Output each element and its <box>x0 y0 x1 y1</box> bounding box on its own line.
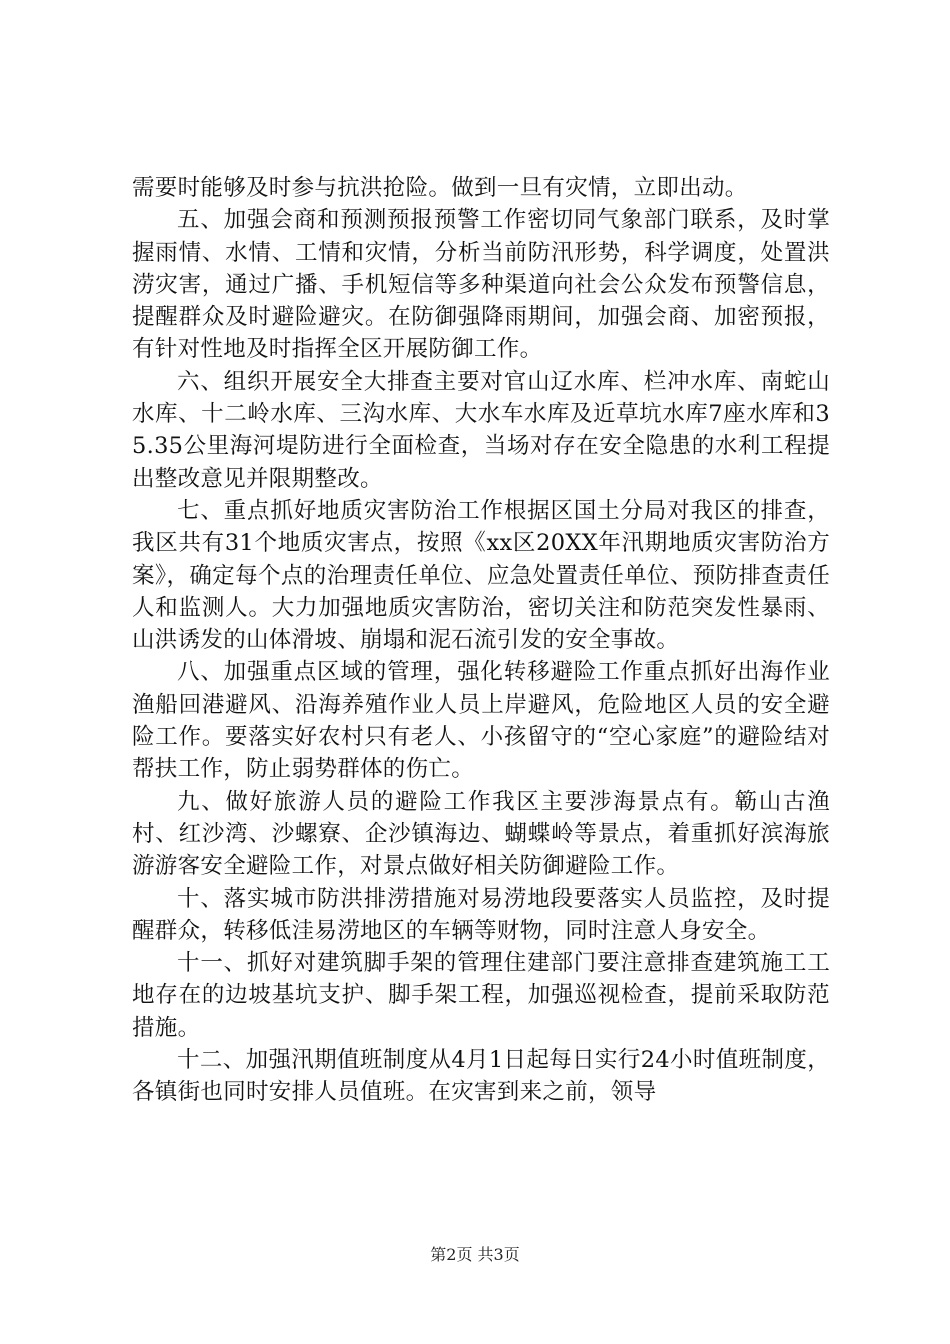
paragraph-item-12: 十二、加强汛期值班制度从4月1日起每日实行24小时值班制度，各镇街也同时安排人员值班。在灾害到来之前，领导 <box>132 1047 830 1106</box>
page-footer: 第2页 共3页 <box>430 1245 520 1264</box>
paragraph-item-7: 七、重点抓好地质灾害防治工作根据区国土分局对我区的排查，我区共有31个地质灾害点，按照《xx区20XX年汛期地质灾害防治方案》，确定每个点的治理责任单位、应急处置责任单位、预防排查责任人和监测人。大力加强地质灾害防治，密切关注和防范突发性暴雨、山洪诱发的山体滑坡、崩塌和泥石流引发的安全事故。 <box>132 497 830 654</box>
paragraph-item-6: 六、组织开展安全大排查主要对官山辽水库、栏冲水库、南蛇山水库、十二岭水库、三沟水库、大水车水库及近草坑水库7座水库和35.35公里海河堤防进行全面检查，当场对存在安全隐患的水利工程提出整改意见并限期整改。 <box>132 368 830 492</box>
paragraph-item-5: 五、加强会商和预测预报预警工作密切同气象部门联系，及时掌握雨情、水情、工情和灾情，分析当前防汛形势，科学调度，处置洪涝灾害，通过广播、手机短信等多种渠道向社会公众发布预警信息，提醒群众及时避险避灾。在防御强降雨期间，加强会商、加密预报，有针对性地及时指挥全区开展防御工作。 <box>132 207 830 363</box>
document-body <box>132 172 830 1109</box>
paragraph-continuation: 需要时能够及时参与抗洪抢险。做到一旦有灾情，立即出动。 <box>132 175 748 201</box>
paragraph-item-10: 十、落实城市防洪排涝措施对易涝地段要落实人员监控，及时提醒群众，转移低洼易涝地区的车辆等财物，同时注意人身安全。 <box>132 885 830 944</box>
paragraph-item-8: 八、加强重点区域的管理，强化转移避险工作重点抓好出海作业渔船回港避风、沿海养殖作业人员上岸避风，危险地区人员的安全避险工作。要落实好农村只有老人、小孩留守的“空心家庭”的避险结对帮扶工作，防止弱势群体的伤亡。 <box>132 659 830 783</box>
paragraph-item-11: 十一、抓好对建筑脚手架的管理住建部门要注意排查建筑施工工地存在的边坡基坑支护、脚手架工程，加强巡视检查，提前采取防范措施。 <box>132 950 830 1041</box>
paragraph-item-9: 九、做好旅游人员的避险工作我区主要涉海景点有。簕山古渔村、红沙湾、沙螺寮、企沙镇海边、蝴蝶岭等景点，着重抓好滨海旅游游客安全避险工作，对景点做好相关防御避险工作。 <box>132 788 830 880</box>
